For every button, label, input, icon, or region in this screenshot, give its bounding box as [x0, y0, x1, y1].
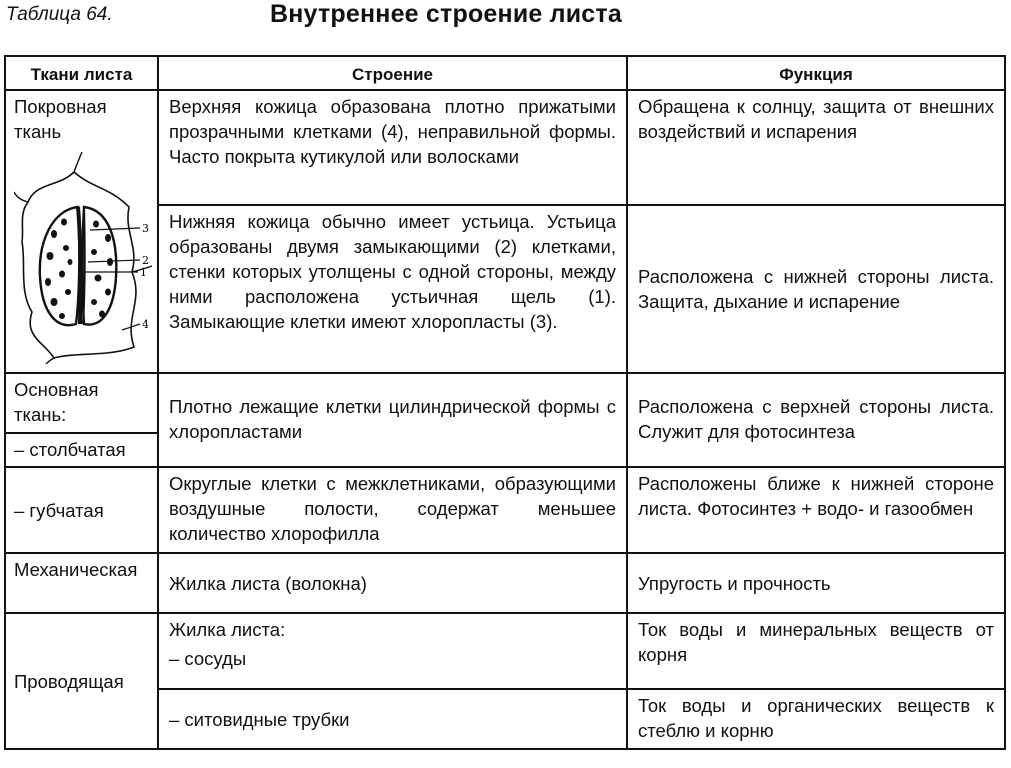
- column-header-function: Функция: [627, 56, 1005, 90]
- tissue-cell-conductive: Проводящая: [5, 613, 158, 749]
- tissue-name: Покровная ткань: [14, 96, 107, 142]
- tissue-cell-ground: Основная ткань:: [5, 373, 158, 433]
- structure-cell: Жилка листа (волокна): [158, 553, 627, 613]
- structure-cell: [158, 613, 627, 689]
- structure-cell: Плотно лежащие клетки цилиндрической формы с хлоропластами: [158, 373, 627, 467]
- function-cell: Обращена к солнцу, защита от внешних воздействий и испарения: [627, 90, 1005, 205]
- structure-cell: – ситовидные трубки: [158, 689, 627, 749]
- tissue-cell-spongy: – губчатая: [5, 467, 158, 553]
- structure-subtitle: Жилка листа:: [169, 619, 286, 640]
- structure-cell: Округлые клетки с межклетниками, образующими воздушные полости, содержат меньшее количество хлорофилла: [158, 467, 627, 553]
- table-row: [5, 90, 1005, 205]
- structure-vessels: – сосуды: [169, 648, 247, 669]
- function-cell: Ток воды и органических веществ к стеблю и корню: [627, 689, 1005, 749]
- function-cell: Ток воды и минеральных веществ от корня: [627, 613, 1005, 689]
- column-header-tissue: Ткани листа: [5, 56, 158, 90]
- diagram-label: 1: [140, 266, 147, 279]
- table-caption: Таблица 64.: [6, 4, 113, 25]
- table-header-row: [5, 56, 1005, 90]
- diagram-label: 3: [142, 222, 149, 235]
- stoma-drawing: [14, 152, 152, 364]
- function-cell: Упругость и прочность: [627, 553, 1005, 613]
- column-header-structure: Строение: [158, 56, 627, 90]
- structure-cell: Верхняя кожица образована плотно прижатыми прозрачными клетками (4), неправильной формы. Часто покрыта кутикулой или волосками: [158, 90, 627, 205]
- table-row: [5, 373, 1005, 433]
- tissue-cell-mechanical: Механическая: [5, 553, 158, 613]
- structure-cell: Нижняя кожица обычно имеет устьица. Устьица образованы двумя замыкающими (2) клетками, стенки которых утолщены с одной стороны, между ними расположена устьичная щель (1). Замыкающие клетки имеют хлоропласты (3).: [158, 205, 627, 373]
- diagram-label: 2: [142, 254, 149, 267]
- function-cell: Расположены ближе к нижней стороне листа. Фотосинтез + водо- и газообмен: [627, 467, 1005, 553]
- leaf-structure-table: [4, 55, 1006, 750]
- table-row: [5, 613, 1005, 689]
- table-row: [5, 553, 1005, 613]
- diagram-label: 4: [142, 318, 149, 331]
- function-cell: Расположена с нижней стороны листа. Защита, дыхание и испарение: [627, 205, 1005, 373]
- page-title: Внутреннее строение листа: [270, 0, 622, 28]
- tissue-cell-palisade: – столбчатая: [5, 433, 158, 467]
- table-row: [5, 467, 1005, 553]
- function-cell: Расположена с верхней стороны листа. Служит для фотосинтеза: [627, 373, 1005, 467]
- tissue-cell-integumentary: [5, 90, 158, 373]
